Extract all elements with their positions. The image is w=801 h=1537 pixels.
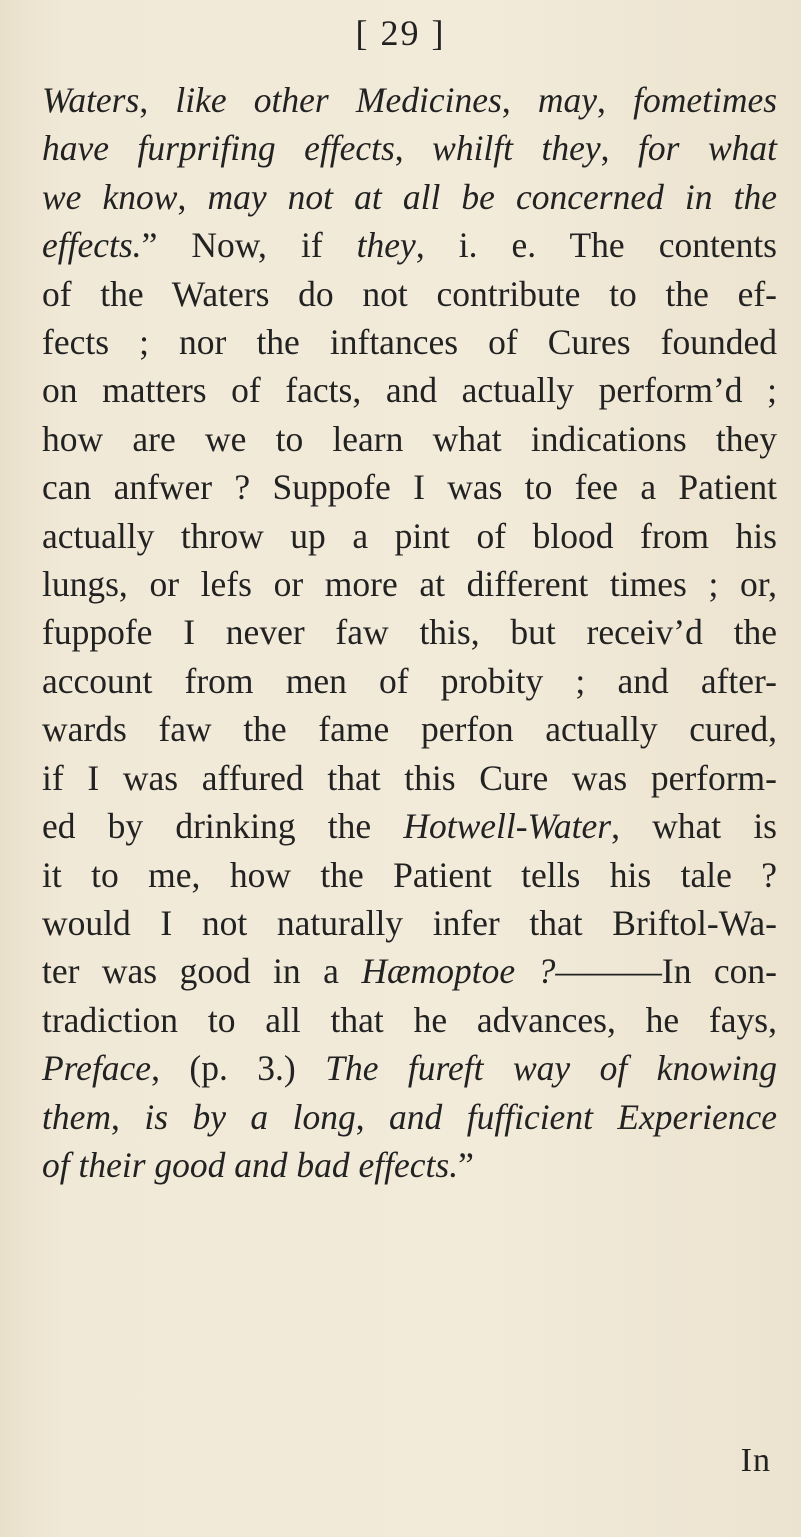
text-line: [42, 1044, 777, 1092]
text-segment: ,: [111, 1096, 145, 1137]
text-line: [42, 512, 777, 560]
text-segment: , i. e. The contents: [415, 225, 777, 266]
text-segment: , what is: [611, 806, 777, 847]
text-segment: on matters of facts, and actually perform’d ;: [42, 370, 777, 411]
italic-text: they: [356, 225, 416, 266]
italic-text: for what: [638, 128, 777, 169]
text-line: [42, 76, 777, 124]
italic-text: Hotwell-Water: [403, 806, 612, 847]
text-segment: it to me, how the Patient tells his tale ?: [42, 854, 777, 895]
text-segment: ”: [458, 1144, 474, 1185]
text-segment: ,: [597, 80, 634, 120]
text-line: [42, 124, 777, 172]
italic-text: like other Medicines: [175, 80, 502, 120]
text-segment: ———In con-: [555, 951, 778, 992]
italic-text: we know: [42, 176, 178, 217]
text-line: [42, 318, 777, 366]
text-segment: of the Waters do not contribute to the ef-: [42, 273, 777, 314]
text-line: [42, 705, 777, 753]
italic-text: have furprifing effects: [42, 128, 395, 169]
text-line: [42, 1093, 777, 1141]
text-line: [42, 173, 777, 221]
text-line: [42, 1141, 777, 1189]
text-line: [42, 463, 777, 511]
text-line: [42, 270, 777, 318]
text-segment: ter was good in a: [42, 951, 362, 992]
text-line: [42, 221, 777, 269]
italic-text: may not at all be concerned in the: [207, 176, 777, 217]
text-line: [42, 366, 777, 414]
italic-text: of their good and bad effects.: [42, 1144, 459, 1185]
italic-text: Waters: [42, 80, 140, 120]
text-line: [42, 802, 777, 850]
italic-text: The fureft way of knowing: [325, 1048, 777, 1089]
text-line: [42, 947, 777, 995]
text-line: [42, 560, 777, 608]
text-line: [42, 754, 777, 802]
text-segment: ,: [394, 128, 433, 169]
text-segment: ” Now, if: [141, 225, 357, 266]
italic-text: them: [42, 1096, 112, 1137]
italic-text: may: [537, 80, 598, 120]
italic-text: is by a long: [144, 1096, 356, 1137]
text-segment: can anfwer ? Suppofe I was to fee a Patient: [42, 467, 777, 508]
catchword: In: [740, 1442, 771, 1479]
text-segment: ,: [355, 1096, 390, 1137]
text-segment: if I was affured that this Cure was perform-: [42, 757, 777, 798]
body-text: [42, 76, 777, 1189]
text-line: [42, 996, 777, 1044]
text-segment: ed by drinking the: [42, 806, 404, 847]
text-segment: wards faw the fame perfon actually cured,: [42, 709, 777, 750]
text-segment: , (p. 3.): [151, 1048, 326, 1089]
text-segment: ,: [177, 176, 208, 217]
text-segment: fects ; nor the inftances of Cures founded: [42, 322, 777, 363]
text-segment: tradiction to all that he advances, he fays,: [42, 999, 777, 1040]
text-segment: ,: [501, 80, 538, 120]
text-line: [42, 899, 777, 947]
italic-text: Hæmoptoe ?: [361, 951, 556, 992]
italic-text: and fufficient Experience: [389, 1096, 778, 1137]
page-number: [ 29 ]: [355, 13, 446, 53]
text-segment: ,: [139, 80, 176, 120]
text-segment: lungs, or lefs or more at different times ; or,: [42, 564, 777, 605]
text-segment: fuppofe I never faw this, but receiv’d the: [42, 612, 777, 653]
italic-text: effects.: [42, 225, 142, 266]
text-line: [42, 415, 777, 463]
italic-text: fometimes: [633, 80, 778, 120]
text-segment: actually throw up a pint of blood from his: [42, 515, 777, 556]
text-line: [42, 657, 777, 705]
text-segment: account from men of probity ; and after-: [42, 660, 777, 701]
italic-text: Preface: [42, 1048, 152, 1089]
text-segment: ,: [600, 128, 639, 169]
text-segment: would I not naturally infer that Briftol-Wa-: [42, 902, 777, 943]
text-line: [42, 608, 777, 656]
text-line: [42, 851, 777, 899]
text-segment: how are we to learn what indications they: [42, 418, 777, 459]
italic-text: whilft they: [432, 128, 601, 169]
